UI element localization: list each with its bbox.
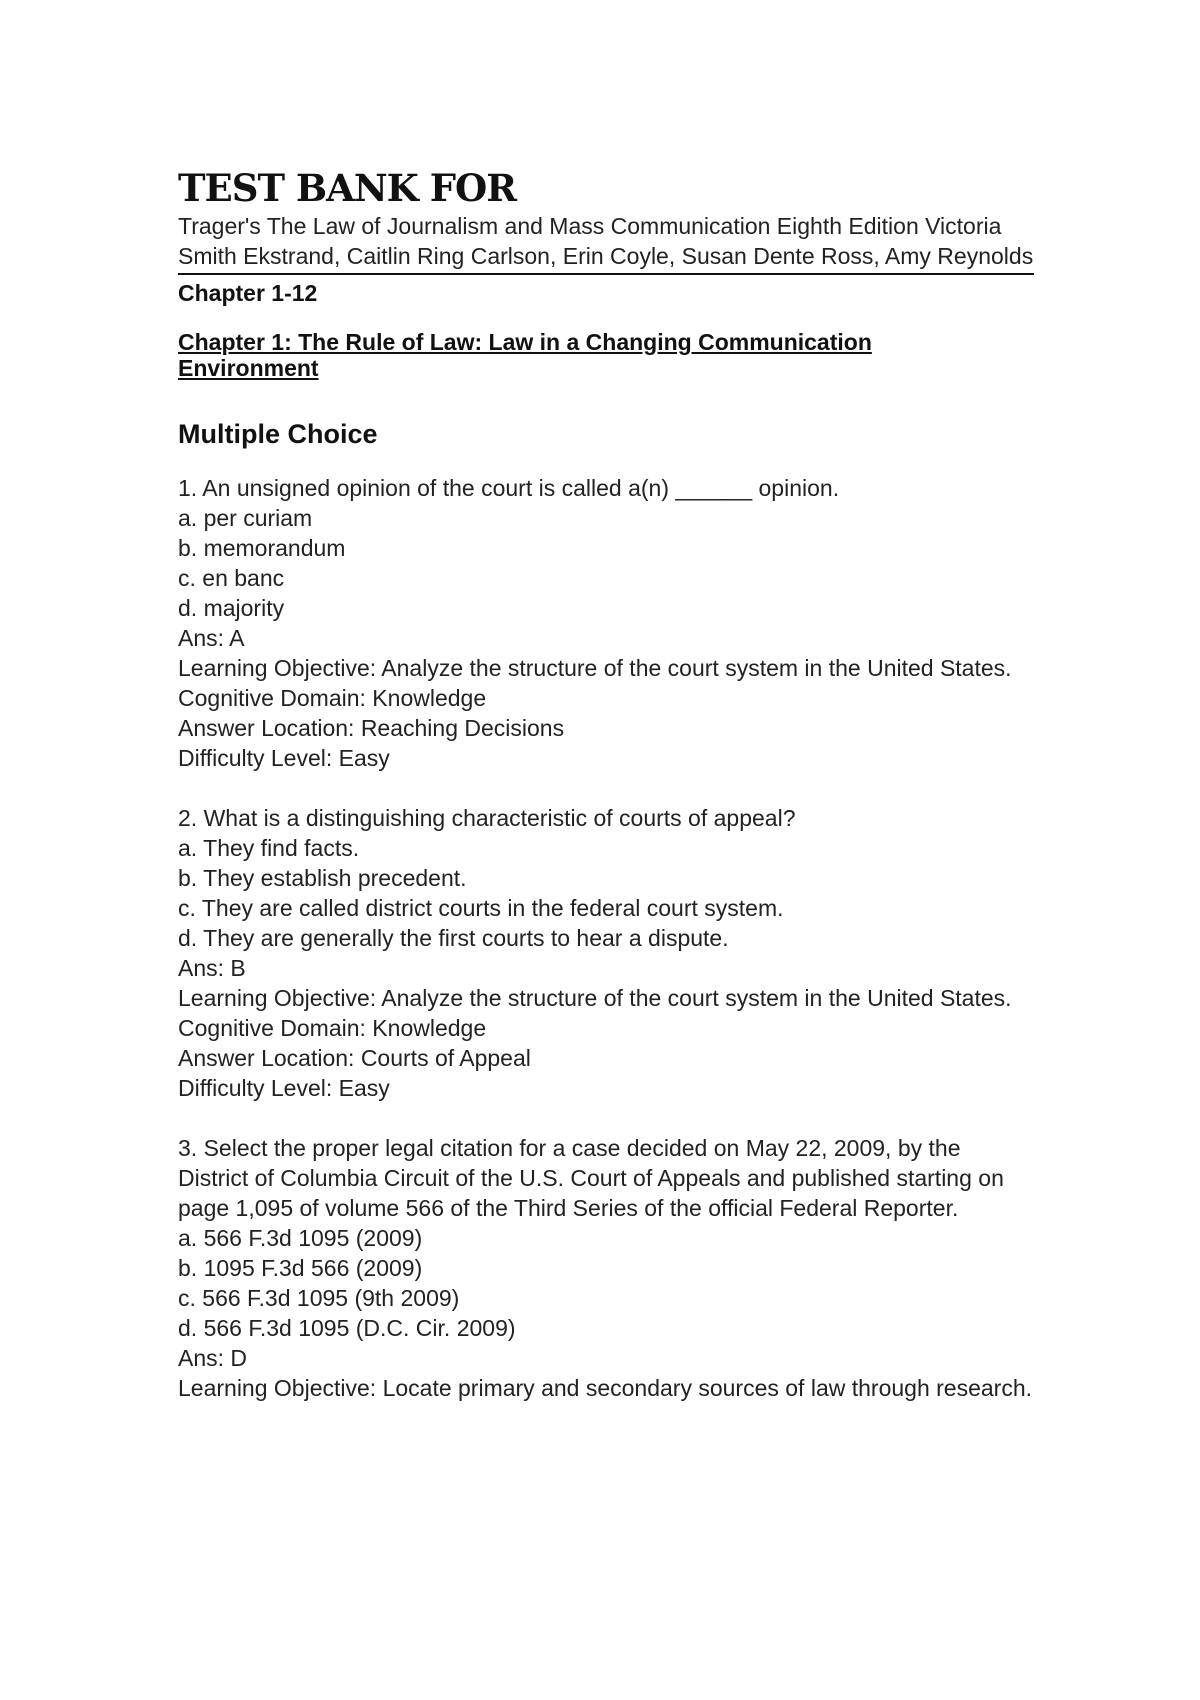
chapter-range: Chapter 1-12 bbox=[178, 280, 318, 306]
answer-option-d: d. They are generally the first courts to hear a dispute. bbox=[178, 925, 729, 951]
answer-location: Answer Location: Reaching Decisions bbox=[178, 715, 565, 741]
answer-option-b: b. They establish precedent. bbox=[178, 865, 467, 891]
cognitive-domain: Cognitive Domain: Knowledge bbox=[178, 1015, 487, 1041]
question-stem: 2. What is a distinguishing characteristic of courts of appeal? bbox=[178, 805, 796, 831]
correct-answer: Ans: A bbox=[178, 625, 245, 651]
question-stem: 3. Select the proper legal citation for a case decided on May 22, 2009, by the District of Columbia Circuit of the U.S. Court of Appeals and published starting on page 1,095 of volume 566 of the Third Series of the official Federal Reporter. bbox=[178, 1135, 1004, 1221]
header-divider bbox=[178, 273, 1034, 275]
difficulty-level: Difficulty Level: Easy bbox=[178, 745, 390, 771]
answer-option-d: d. 566 F.3d 1095 (D.C. Cir. 2009) bbox=[178, 1315, 516, 1341]
question-stem: 1. An unsigned opinion of the court is called a(n) ______ opinion. bbox=[178, 475, 840, 501]
document-page bbox=[178, 165, 1034, 1433]
chapter-heading: Chapter 1: The Rule of Law: Law in a Changing Communication Environment bbox=[178, 329, 872, 381]
answer-location: Answer Location: Courts of Appeal bbox=[178, 1045, 531, 1071]
learning-objective: Learning Objective: Locate primary and secondary sources of law through research. bbox=[178, 1375, 1033, 1401]
section-heading: Multiple Choice bbox=[178, 419, 378, 449]
answer-option-a: a. They find facts. bbox=[178, 835, 360, 861]
answer-option-c: c. en banc bbox=[178, 565, 285, 591]
answer-option-c: c. 566 F.3d 1095 (9th 2009) bbox=[178, 1285, 460, 1311]
document-title: TEST BANK FOR bbox=[178, 166, 516, 210]
answer-option-a: a. per curiam bbox=[178, 505, 313, 531]
document-subtitle: Trager's The Law of Journalism and Mass Communication Eighth Edition Victoria Smith Ekstrand, Caitlin Ring Carlson, Erin Coyle, Susan Dente Ross, Amy Reynolds bbox=[178, 213, 1034, 269]
question-2 bbox=[178, 803, 1034, 1103]
answer-option-c: c. They are called district courts in the federal court system. bbox=[178, 895, 784, 921]
difficulty-level: Difficulty Level: Easy bbox=[178, 1075, 390, 1101]
question-3 bbox=[178, 1133, 1034, 1403]
learning-objective: Learning Objective: Analyze the structure of the court system in the United States. bbox=[178, 655, 1012, 681]
learning-objective: Learning Objective: Analyze the structure of the court system in the United States. bbox=[178, 985, 1012, 1011]
answer-option-b: b. 1095 F.3d 566 (2009) bbox=[178, 1255, 423, 1281]
question-1 bbox=[178, 473, 1034, 773]
correct-answer: Ans: B bbox=[178, 955, 246, 981]
cognitive-domain: Cognitive Domain: Knowledge bbox=[178, 685, 487, 711]
question-list bbox=[178, 473, 1034, 1403]
answer-option-b: b. memorandum bbox=[178, 535, 346, 561]
answer-option-a: a. 566 F.3d 1095 (2009) bbox=[178, 1225, 423, 1251]
correct-answer: Ans: D bbox=[178, 1345, 248, 1371]
answer-option-d: d. majority bbox=[178, 595, 285, 621]
